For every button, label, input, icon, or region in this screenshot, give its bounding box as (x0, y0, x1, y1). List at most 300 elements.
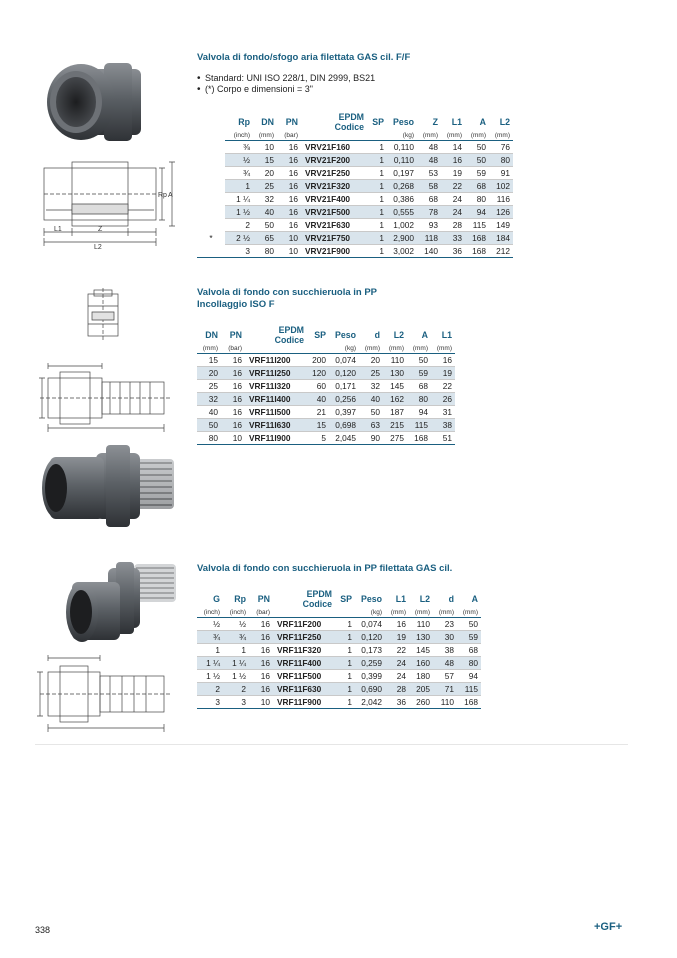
cell-sp: 1 (367, 193, 387, 206)
cell-sp: 1 (367, 141, 387, 154)
cell-d: 32 (359, 380, 383, 393)
cell-sp: 21 (307, 406, 329, 419)
cell-d: 71 (433, 683, 457, 696)
cell-g: 1 ½ (197, 670, 223, 683)
bullet-list (197, 73, 410, 95)
unit: (inch) (223, 609, 249, 618)
cell-sp: 200 (307, 354, 329, 367)
cell-a: 50 (407, 354, 431, 367)
cell-a: 80 (457, 657, 481, 670)
cell-code: VRV21F900 (301, 245, 367, 258)
cell-dn: 10 (253, 141, 277, 154)
table-row (197, 167, 513, 180)
unit: (mm) (383, 345, 407, 354)
unit: (mm) (417, 132, 441, 141)
cell-l2: 184 (489, 232, 513, 245)
unit: (mm) (441, 132, 465, 141)
cell-z: 53 (417, 167, 441, 180)
table-foot-valve-threaded (197, 589, 481, 709)
cell-pn: 16 (221, 367, 245, 380)
cell-code: VRF11F630 (273, 683, 335, 696)
section-title: Valvola di fondo con succhieruola in PP filettata GAS cil. (197, 563, 453, 574)
cell-l2: 260 (409, 696, 433, 709)
cell-d: 63 (359, 419, 383, 432)
cell-dn: 25 (197, 380, 221, 393)
table-row (197, 631, 481, 644)
cell-pn: 16 (249, 657, 273, 670)
cell-pn: 16 (277, 141, 301, 154)
col-header-l1: L1 (441, 330, 452, 340)
cell-pn: 16 (277, 180, 301, 193)
cell-dn: 40 (253, 206, 277, 219)
col-header-note (197, 112, 225, 132)
cell-l1: 33 (441, 232, 465, 245)
cell-sp: 1 (367, 219, 387, 232)
table-row (197, 232, 513, 245)
cell-sp: 5 (307, 432, 329, 445)
cell-peso: 2,045 (329, 432, 359, 445)
note-cell (197, 180, 225, 193)
unit: (mm) (457, 609, 481, 618)
cell-g: 3 (197, 696, 223, 709)
cell-l1: 19 (441, 167, 465, 180)
cell-peso: 0,173 (355, 644, 385, 657)
cell-l2: 187 (383, 406, 407, 419)
table-row (197, 406, 455, 419)
cell-code: VRV21F320 (301, 180, 367, 193)
cell-peso: 1,002 (387, 219, 417, 232)
cell-sp: 1 (335, 670, 355, 683)
spec-table (197, 589, 481, 709)
note-cell (197, 193, 225, 206)
cell-peso: 0,690 (355, 683, 385, 696)
cell-peso: 0,256 (329, 393, 359, 406)
cell-peso: 0,074 (355, 618, 385, 631)
note-cell (197, 141, 225, 154)
cell-a: 59 (407, 367, 431, 380)
cell-code: VRF11F320 (273, 644, 335, 657)
table-row (197, 419, 455, 432)
note-cell: * (197, 232, 225, 245)
note-cell (197, 154, 225, 167)
cell-rp: 2 (223, 683, 249, 696)
cell-peso: 3,002 (387, 245, 417, 258)
table-row (197, 393, 455, 406)
col-header-a: A (471, 594, 478, 604)
cell-rp: 1 (223, 644, 249, 657)
cell-rp: 1 ¼ (225, 193, 253, 206)
cell-z: 118 (417, 232, 441, 245)
section-title: Valvola di fondo/sfogo aria filettata GAS cil. F/F (197, 52, 411, 63)
col-header-l2: L2 (419, 594, 430, 604)
cell-l1: 24 (385, 657, 409, 670)
table-row (197, 141, 513, 154)
cell-a: 94 (407, 406, 431, 419)
unit: (bar) (221, 345, 245, 354)
cell-dn: 40 (197, 406, 221, 419)
col-header-l2: L2 (393, 330, 404, 340)
col-header-peso: Peso (360, 594, 382, 604)
cell-l1: 14 (441, 141, 465, 154)
cell-code: VRF11I500 (245, 406, 307, 419)
cell-peso: 0,197 (387, 167, 417, 180)
cell-sp: 1 (367, 167, 387, 180)
cell-dn: 15 (197, 354, 221, 367)
table-union-valve (197, 112, 513, 258)
cell-dn: 25 (253, 180, 277, 193)
cell-l2: 275 (383, 432, 407, 445)
spec-table (197, 112, 513, 258)
unit: (kg) (355, 609, 385, 618)
cell-a: 168 (457, 696, 481, 709)
col-header-d: d (374, 330, 380, 340)
cell-code: VRF11I250 (245, 367, 307, 380)
cell-a: 68 (457, 644, 481, 657)
cell-a: 59 (465, 167, 489, 180)
cell-rp: ½ (225, 154, 253, 167)
cell-d: 50 (359, 406, 383, 419)
cell-peso: 0,555 (387, 206, 417, 219)
cell-z: 68 (417, 193, 441, 206)
cell-l2: 160 (409, 657, 433, 670)
cell-l1: 31 (431, 406, 455, 419)
cell-peso: 0,399 (355, 670, 385, 683)
cell-code: VRF11I630 (245, 419, 307, 432)
cell-code: VRV21F400 (301, 193, 367, 206)
table-row (197, 354, 455, 367)
bullet-item: • (*) Corpo e dimensioni = 3" (197, 84, 410, 95)
cell-a: 59 (457, 631, 481, 644)
cell-code: VRV21F160 (301, 141, 367, 154)
cell-rp: 3 (225, 245, 253, 258)
cell-l1: 26 (431, 393, 455, 406)
cell-l1: 24 (385, 670, 409, 683)
cell-a: 115 (407, 419, 431, 432)
cell-d: 38 (433, 644, 457, 657)
table-row (197, 154, 513, 167)
cell-z: 140 (417, 245, 441, 258)
col-header-code: EPDM Codice (334, 112, 364, 132)
cell-pn: 16 (277, 219, 301, 232)
cell-l1: 24 (441, 193, 465, 206)
table-row (197, 367, 455, 380)
cell-pn: 16 (221, 419, 245, 432)
cell-pn: 16 (249, 683, 273, 696)
cell-rp: 1 (225, 180, 253, 193)
cell-pn: 16 (277, 206, 301, 219)
cell-l2: 212 (489, 245, 513, 258)
cell-rp: 1 ¼ (223, 657, 249, 670)
cell-a: 68 (465, 180, 489, 193)
cell-l2: 215 (383, 419, 407, 432)
cell-a: 115 (465, 219, 489, 232)
cell-sp: 1 (367, 206, 387, 219)
cell-sp: 1 (335, 618, 355, 631)
cell-pn: 10 (221, 432, 245, 445)
note-cell (197, 206, 225, 219)
cell-a: 50 (457, 618, 481, 631)
cell-l2: 149 (489, 219, 513, 232)
col-header-sp: SP (372, 117, 384, 127)
cell-l1: 22 (431, 380, 455, 393)
section-subtitle: Incollaggio ISO F (197, 298, 275, 310)
cell-l2: 102 (489, 180, 513, 193)
cell-dn: 80 (253, 245, 277, 258)
spec-table (197, 325, 455, 445)
cell-peso: 0,268 (387, 180, 417, 193)
cell-code: VRF11F500 (273, 670, 335, 683)
cell-sp: 1 (335, 631, 355, 644)
col-header-code: EPDM Codice (302, 589, 332, 609)
unit: (mm) (409, 609, 433, 618)
union-valve-drawing (32, 152, 178, 250)
col-header-pn: PN (257, 594, 270, 604)
cell-peso: 0,698 (329, 419, 359, 432)
cell-peso: 0,110 (387, 154, 417, 167)
note-cell (197, 245, 225, 258)
note-cell (197, 219, 225, 232)
cell-l2: 110 (409, 618, 433, 631)
cell-code: VRF11I900 (245, 432, 307, 445)
foot-valve-solvent-photo (36, 443, 178, 529)
cell-l1: 16 (441, 154, 465, 167)
cell-pn: 16 (221, 380, 245, 393)
section-union-valve (197, 52, 410, 95)
cell-z: 48 (417, 154, 441, 167)
cell-code: VRF11F900 (273, 696, 335, 709)
table-row (197, 193, 513, 206)
unit: (mm) (489, 132, 513, 141)
col-header-d: d (448, 594, 454, 604)
cell-rp: 1 ½ (223, 670, 249, 683)
foot-valve-solvent-drawing-side (30, 362, 176, 438)
cell-z: 93 (417, 219, 441, 232)
gf-logo: +GF+ (594, 921, 623, 933)
col-header-g: G (213, 594, 220, 604)
cell-sp: 1 (367, 232, 387, 245)
col-header-l2: L2 (499, 117, 510, 127)
unit: (kg) (329, 345, 359, 354)
cell-d: 90 (359, 432, 383, 445)
col-header-dn: DN (205, 330, 218, 340)
drawing-label-a: A (168, 192, 173, 199)
cell-l2: 205 (409, 683, 433, 696)
section-foot-valve-solvent (197, 287, 377, 310)
unit: (mm) (197, 345, 221, 354)
cell-peso: 0,120 (355, 631, 385, 644)
cell-l1: 28 (385, 683, 409, 696)
cell-l1: 24 (441, 206, 465, 219)
cell-sp: 1 (367, 245, 387, 258)
col-header-a: A (479, 117, 486, 127)
cell-g: 1 ¼ (197, 657, 223, 670)
cell-d: 23 (433, 618, 457, 631)
cell-d: 40 (359, 393, 383, 406)
cell-sp: 60 (307, 380, 329, 393)
col-header-rp: Rp (238, 117, 250, 127)
cell-g: ½ (197, 618, 223, 631)
cell-pn: 16 (277, 154, 301, 167)
cell-pn: 16 (221, 406, 245, 419)
col-header-peso: Peso (334, 330, 356, 340)
cell-dn: 32 (253, 193, 277, 206)
cell-code: VRV21F250 (301, 167, 367, 180)
cell-rp: 2 (225, 219, 253, 232)
cell-sp: 120 (307, 367, 329, 380)
col-header-peso: Peso (392, 117, 414, 127)
drawing-label-z: Z (98, 226, 103, 233)
table-row (197, 644, 481, 657)
cell-rp: ¾ (223, 631, 249, 644)
cell-rp: 3 (223, 696, 249, 709)
cell-l2: 91 (489, 167, 513, 180)
cell-l1: 19 (385, 631, 409, 644)
cell-a: 94 (465, 206, 489, 219)
cell-l1: 16 (385, 618, 409, 631)
cell-pn: 16 (221, 354, 245, 367)
cell-code: VRV21F630 (301, 219, 367, 232)
col-header-dn: DN (261, 117, 274, 127)
cell-dn: 65 (253, 232, 277, 245)
cell-peso: 0,386 (387, 193, 417, 206)
cell-l2: 126 (489, 206, 513, 219)
unit: (bar) (277, 132, 301, 141)
unit: (bar) (249, 609, 273, 618)
cell-l1: 19 (431, 367, 455, 380)
unit: (mm) (253, 132, 277, 141)
cell-l1: 28 (441, 219, 465, 232)
cell-code: VRV21F750 (301, 232, 367, 245)
cell-l1: 51 (431, 432, 455, 445)
cell-dn: 20 (253, 167, 277, 180)
cell-pn: 16 (249, 644, 273, 657)
cell-l2: 80 (489, 154, 513, 167)
cell-l2: 110 (383, 354, 407, 367)
table-row (197, 380, 455, 393)
cell-rp: ¾ (225, 167, 253, 180)
cell-peso: 0,171 (329, 380, 359, 393)
cell-l2: 162 (383, 393, 407, 406)
cell-rp: ⅜ (225, 141, 253, 154)
cell-code: VRV21F200 (301, 154, 367, 167)
cell-code: VRF11I320 (245, 380, 307, 393)
cell-d: 110 (433, 696, 457, 709)
table-foot-valve-solvent (197, 325, 455, 445)
cell-pn: 10 (277, 232, 301, 245)
cell-d: 20 (359, 354, 383, 367)
unit: (mm) (465, 132, 489, 141)
cell-pn: 10 (277, 245, 301, 258)
cell-code: VRF11F200 (273, 618, 335, 631)
table-row (197, 245, 513, 258)
col-header-a: A (421, 330, 428, 340)
cell-pn: 16 (249, 618, 273, 631)
cell-a: 94 (457, 670, 481, 683)
cell-d: 30 (433, 631, 457, 644)
cell-l1: 36 (385, 696, 409, 709)
cell-pn: 10 (249, 696, 273, 709)
unit: (mm) (431, 345, 455, 354)
cell-rp: 2 ½ (225, 232, 253, 245)
cell-a: 168 (465, 232, 489, 245)
cell-dn: 20 (197, 367, 221, 380)
table-row (197, 696, 481, 709)
cell-sp: 40 (307, 393, 329, 406)
bullet-item: • Standard: UNI ISO 228/1, DIN 2999, BS21 (197, 73, 410, 84)
table-row (197, 206, 513, 219)
unit: (mm) (385, 609, 409, 618)
col-header-code: EPDM Codice (274, 325, 304, 345)
table-row (197, 180, 513, 193)
cell-dn: 50 (253, 219, 277, 232)
cell-pn: 16 (277, 167, 301, 180)
cell-l2: 76 (489, 141, 513, 154)
cell-peso: 0,259 (355, 657, 385, 670)
table-row (197, 618, 481, 631)
cell-l2: 145 (383, 380, 407, 393)
foot-valve-threaded-photo (62, 562, 180, 644)
col-header-sp: SP (314, 330, 326, 340)
cell-sp: 1 (335, 696, 355, 709)
cell-peso: 0,074 (329, 354, 359, 367)
cell-l1: 16 (431, 354, 455, 367)
cell-dn: 80 (197, 432, 221, 445)
table-row (197, 670, 481, 683)
table-row (197, 683, 481, 696)
cell-code: VRV21F500 (301, 206, 367, 219)
unit: (inch) (225, 132, 253, 141)
cell-a: 80 (465, 193, 489, 206)
cell-l2: 145 (409, 644, 433, 657)
cell-a: 168 (465, 245, 489, 258)
cell-pn: 16 (249, 631, 273, 644)
cell-peso: 0,397 (329, 406, 359, 419)
cell-l2: 130 (409, 631, 433, 644)
footer-divider (35, 744, 628, 745)
col-header-l1: L1 (395, 594, 406, 604)
cell-a: 50 (465, 154, 489, 167)
cell-a: 115 (457, 683, 481, 696)
cell-a: 80 (407, 393, 431, 406)
cell-z: 48 (417, 141, 441, 154)
cell-l2: 180 (409, 670, 433, 683)
cell-l1: 36 (441, 245, 465, 258)
cell-peso: 0,110 (387, 141, 417, 154)
cell-l2: 116 (489, 193, 513, 206)
cell-pn: 16 (277, 193, 301, 206)
table-row (197, 219, 513, 232)
cell-peso: 2,900 (387, 232, 417, 245)
cell-code: VRF11I400 (245, 393, 307, 406)
cell-a: 68 (407, 380, 431, 393)
cell-dn: 50 (197, 419, 221, 432)
cell-z: 58 (417, 180, 441, 193)
cell-pn: 16 (249, 670, 273, 683)
cell-dn: 32 (197, 393, 221, 406)
drawing-label-l1: L1 (54, 226, 62, 233)
cell-g: ¾ (197, 631, 223, 644)
cell-pn: 16 (221, 393, 245, 406)
cell-l1: 22 (441, 180, 465, 193)
cell-sp: 1 (367, 154, 387, 167)
table-row (197, 432, 455, 445)
cell-peso: 0,120 (329, 367, 359, 380)
cell-l1: 38 (431, 419, 455, 432)
cell-l1: 22 (385, 644, 409, 657)
cell-sp: 1 (335, 657, 355, 670)
drawing-label-l2: L2 (94, 244, 102, 250)
cell-d: 25 (359, 367, 383, 380)
